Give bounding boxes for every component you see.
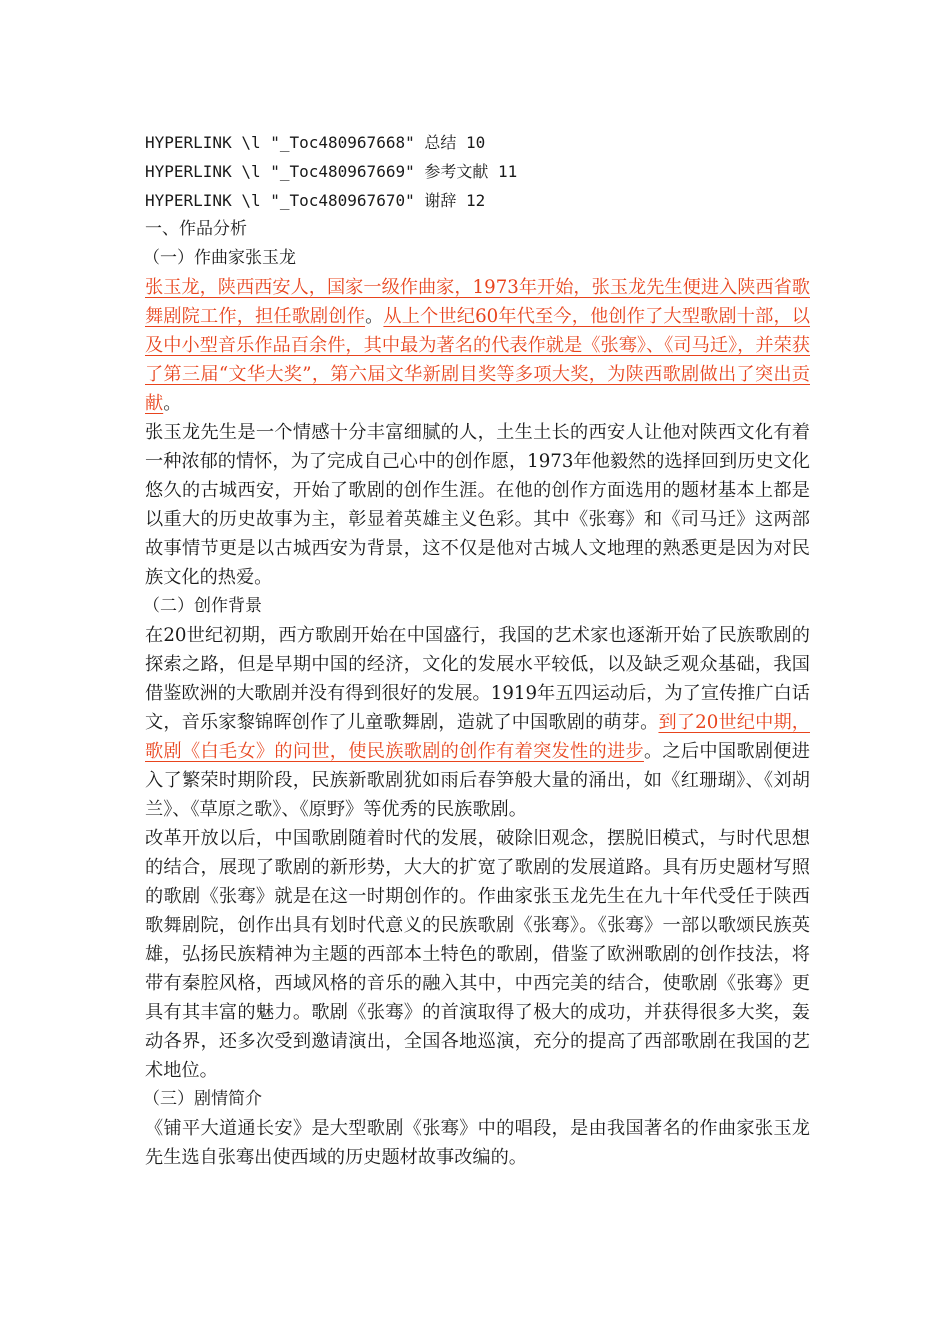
document-body <box>145 128 810 1172</box>
paragraph-reform-era: 改革开放以后，中国歌剧随着时代的发展，破除旧观念，摆脱旧模式，与时代思想的结合，展现了歌剧的新形势，大大的扩宽了歌剧的发展道路。具有历史题材写照的歌剧《张骞》就是在这一时期创作的。作曲家张玉龙先生在九十年代受任于陕西歌舞剧院，创作出具有划时代意义的民族歌剧《张骞》。《张骞》一部以歌颂民族英雄，弘扬民族精神为主题的西部本土特色的歌剧，借鉴了欧洲歌剧的创作技法，将带有秦腔风格，西域风格的音乐的融入其中，中西完美的结合，使歌剧《张骞》更具有其丰富的魅力。歌剧《张骞》的首演取得了极大的成功，并获得很多大奖，轰动各界，还多次受到邀请演出，全国各地巡演，充分的提高了西部歌剧在我国的艺术地位。 <box>145 828 810 1081</box>
paragraph-opera-history <box>145 621 810 824</box>
toc-entry-summary[interactable]: HYPERLINK \l "_Toc480967668" 总结 10 <box>145 133 486 152</box>
section-title-work-analysis: 一、作品分析 <box>145 219 247 239</box>
subsection-title-synopsis: （三）剧情简介 <box>143 1089 262 1109</box>
highlighted-text: 到了20世纪中期，歌剧《白毛女》的问世，使民族歌剧的创作有着突发性的进步 <box>145 712 810 762</box>
paragraph-composer-intro <box>145 273 810 418</box>
paragraph-synopsis: 《铺平大道通长安》是大型歌剧《张骞》中的唱段，是由我国著名的作曲家张玉龙先生选自张骞出使西域的历史题材故事改编的。 <box>145 1118 810 1168</box>
subsection-title-composer: （一）作曲家张玉龙 <box>143 248 296 268</box>
toc-entry-references[interactable]: HYPERLINK \l "_Toc480967669" 参考文献 11 <box>145 162 518 181</box>
plain-text: 。 <box>163 393 182 414</box>
toc-entry-acknowledgements[interactable]: HYPERLINK \l "_Toc480967670" 谢辞 12 <box>145 191 486 210</box>
highlighted-text: 从上个世纪60年代至今，他创作了大型歌剧十部，以及中小型音乐作品百余件，其中最为著名的代表作就是《张骞》、《司马迁》，并荣获了第三届“文华大奖”，第六届文华新剧目奖等多项大奖，为陕西歌剧做出了突出贡献 <box>145 306 810 414</box>
paragraph-composer-background: 张玉龙先生是一个情感十分丰富细腻的人，土生土长的西安人让他对陕西文化有着一种浓郁的情怀，为了完成自己心中的创作愿，1973年他毅然的选择回到历史文化悠久的古城西安，开始了歌剧的创作生涯。在他的创作方面选用的题材基本上都是以重大的历史故事为主，彰显着英雄主义色彩。其中《张骞》和《司马迁》这两部故事情节更是以古城西安为背景，这不仅是他对古城人文地理的熟悉更是因为对民族文化的热爱。 <box>145 422 810 588</box>
subsection-title-background: （二）创作背景 <box>143 596 262 616</box>
highlighted-text: 张玉龙，陕西西安人，国家一级作曲家，1973年开始，张玉龙先生便进入陕西省歌舞剧院工作，担任歌剧创作 <box>145 277 810 327</box>
plain-text: 。 <box>365 306 384 327</box>
plain-text: 。之后中国歌剧便进入了繁荣时期阶段，民族新歌剧犹如雨后春笋般大量的涌出，如《红珊瑚》、《刘胡兰》、《草原之歌》、《原野》等优秀的民族歌剧。 <box>145 741 810 820</box>
plain-text: 在20世纪初期，西方歌剧开始在中国盛行，我国的艺术家也逐渐开始了民族歌剧的探索之路，但是早期中国的经济，文化的发展水平较低，以及缺乏观众基础，我国借鉴欧洲的大歌剧并没有得到很好的发展。1919年五四运动后，为了宣传推广白话文，音乐家黎锦晖创作了儿童歌舞剧，造就了中国歌剧的萌芽。 <box>145 625 810 733</box>
